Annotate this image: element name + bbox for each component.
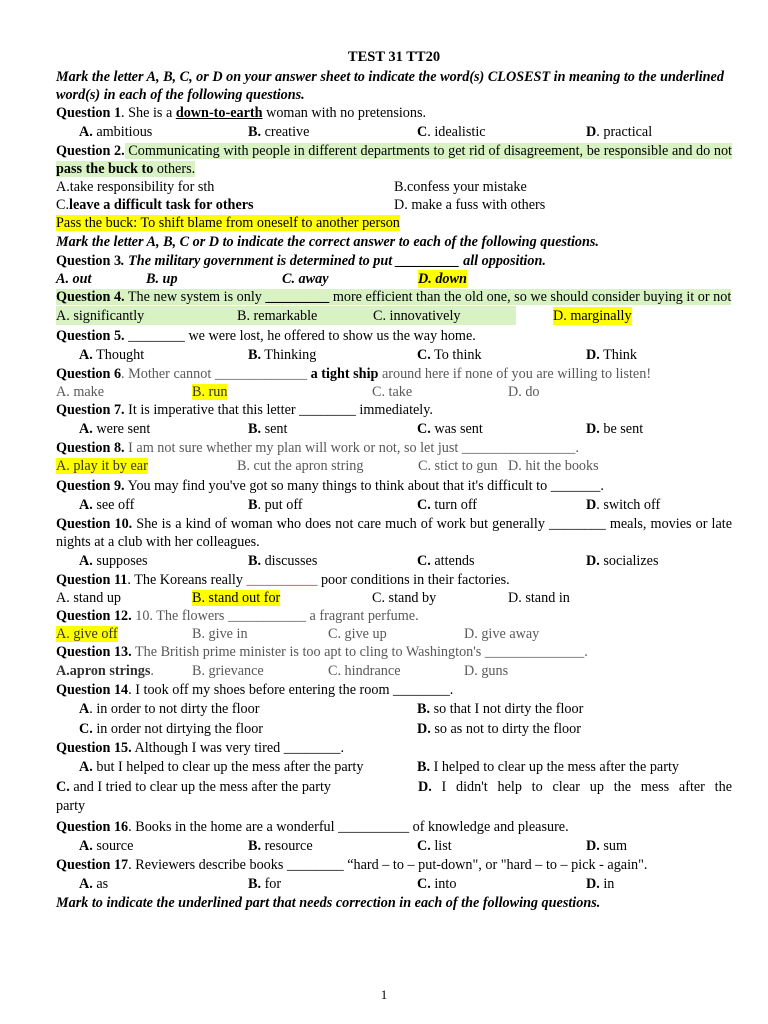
question-text: Communicating with people in different departments to get rid of disagreement, be responsible and do not	[124, 143, 732, 159]
option-c: C. in order not dirtying the floor	[79, 721, 264, 737]
options-4	[56, 306, 632, 325]
instruction-error-correction: Mark to indicate the underlined part that needs correction in each of the following questions.	[56, 895, 601, 911]
question-text: around here if none of you are willing to listen!	[378, 366, 652, 382]
option-d: D. marginally	[553, 307, 632, 324]
options-8	[56, 457, 732, 475]
option-b: B. cut the apron string	[237, 458, 364, 474]
question-text: Although I was very tired ________.	[131, 740, 345, 756]
question-label: Question 2.	[56, 143, 125, 159]
question-label: Question 1	[56, 105, 122, 121]
option-c: C.leave a difficult task for others	[56, 197, 254, 213]
option-d: D. Think	[586, 347, 637, 363]
question-text: . Reviewers describe books ________ “hard – to – put-down", or "hard – to – pick - again".	[128, 857, 648, 873]
question-label: Question 6	[56, 366, 122, 382]
option-b: B. give in	[192, 626, 248, 642]
question-text: . Books in the home are a wonderful __________ of knowledge and pleasure.	[128, 819, 569, 835]
option-d: D. in	[586, 876, 615, 892]
option-b: B. Thinking	[248, 347, 317, 363]
option-c: C. and I tried to clear up the mess after the party	[56, 779, 331, 795]
question-label: Question 12.	[56, 608, 132, 624]
question-8	[56, 439, 732, 457]
option-a: A. stand up	[56, 590, 122, 606]
question-12	[56, 607, 732, 625]
option-a: A. Thought	[79, 347, 145, 363]
option-c: C. into	[417, 876, 457, 892]
option-c: C. list	[417, 838, 452, 854]
question-5	[56, 327, 732, 345]
option-c: C. give up	[328, 626, 387, 642]
question-text: The new system is only	[124, 289, 266, 305]
options-13	[56, 661, 732, 681]
question-text: poor conditions in their factories.	[317, 572, 510, 588]
question-9	[56, 477, 732, 495]
options-10	[56, 551, 732, 571]
question-17	[56, 856, 732, 874]
option-a: A. make	[56, 384, 105, 400]
question-14	[56, 681, 732, 699]
option-d: D. practical	[586, 124, 653, 140]
question-10	[56, 515, 732, 551]
options-15-row-1	[56, 757, 732, 777]
option-c: C. take	[372, 384, 413, 400]
options-6	[56, 383, 732, 401]
option-a: A.take responsibility for sth	[56, 179, 215, 195]
option-b: B. put off	[248, 497, 303, 513]
question-label: Question 11	[56, 572, 128, 588]
question-text: . I took off my shoes before entering the room ________.	[128, 682, 454, 698]
question-text: She is a kind of woman who does not care much of work but generally ________ meals, movies or late nights at a club with her colleagues.	[56, 516, 732, 550]
option-c: C. away	[282, 271, 329, 287]
document-page	[56, 48, 732, 913]
option-b: B. for	[248, 876, 282, 892]
option-a: A.apron strings.	[56, 663, 154, 679]
option-a: A. were sent	[79, 421, 151, 437]
option-d: D. do	[508, 384, 540, 400]
option-b: B. stand out for	[192, 590, 281, 606]
question-4	[56, 288, 732, 306]
blank: __________	[246, 572, 318, 588]
question-11	[56, 571, 732, 589]
bold-phrase: a tight ship	[310, 366, 379, 382]
question-text: 10. The flowers ___________ a fragrant perfume.	[131, 608, 419, 624]
question-label: Question 17	[56, 857, 129, 873]
question-text: others.	[153, 161, 196, 177]
option-d-start: D. I didn't help to clear up the mess after the	[418, 779, 732, 795]
option-c: C. To think	[417, 347, 482, 363]
option-b: B. resource	[248, 838, 313, 854]
question-text: . She is a	[121, 105, 176, 121]
question-label: Question 8.	[56, 440, 125, 456]
option-a: A. in order to not dirty the floor	[79, 701, 260, 717]
definition-note: Pass the buck: To shift blame from oneself to another person	[56, 215, 400, 231]
question-text: The British prime minister is too apt to cling to Washington's ______________.	[131, 644, 588, 660]
option-b: B.confess your mistake	[394, 179, 527, 195]
option-c: C. attends	[417, 553, 475, 569]
option-d: D. be sent	[586, 421, 644, 437]
option-c: C. stict to gun	[418, 458, 498, 474]
option-d: D. so as not to dirty the floor	[417, 721, 581, 737]
underlined-phrase: down-to-earth	[175, 105, 263, 121]
option-b: B. so that I not dirty the floor	[417, 701, 584, 717]
question-text: ________ we were lost, he offered to show us the way home.	[124, 328, 476, 344]
question-label: Question 15.	[56, 740, 132, 756]
option-b: B. grievance	[192, 663, 264, 679]
question-label: Question 9.	[56, 478, 125, 494]
page-number: 1	[380, 987, 388, 1002]
option-a: A. but I helped to clear up the mess after the party	[79, 759, 364, 775]
option-a: A. ambitious	[79, 124, 153, 140]
instruction-correct-answer: Mark the letter A, B, C or D to indicate the correct answer to each of the following questions.	[56, 234, 599, 250]
option-a: A. see off	[79, 497, 135, 513]
options-7	[56, 419, 732, 439]
question-text: It is imperative that this letter ________ immediately.	[124, 402, 433, 418]
option-d: D. guns	[464, 663, 509, 679]
question-label: Question 7.	[56, 402, 125, 418]
question-6	[56, 365, 732, 383]
option-b: B. up	[146, 271, 178, 287]
question-1	[56, 104, 732, 122]
option-c: C. turn off	[417, 497, 478, 513]
bold-phrase: pass the buck to	[56, 161, 154, 177]
option-d: D. down	[418, 271, 467, 287]
question-16	[56, 818, 732, 836]
option-b: B. run	[192, 384, 228, 400]
question-label: Question 5.	[56, 328, 125, 344]
question-label: Question 10.	[56, 516, 133, 532]
blank: _________	[265, 289, 330, 305]
option-d-continuation: party	[56, 798, 86, 814]
options-12	[56, 625, 732, 643]
question-text: I am not sure whether my plan will work or not, so let just ________________.	[124, 440, 579, 456]
option-a: A. supposes	[79, 553, 148, 569]
question-text: You may find you've got so many things to think about that it's difficult to _______.	[124, 478, 604, 494]
question-label: Question 13.	[56, 644, 132, 660]
option-d: D. hit the books	[508, 458, 599, 474]
option-c: C. hindrance	[328, 663, 401, 679]
options-15-row-2	[56, 777, 732, 797]
option-d: D. stand in	[508, 590, 570, 606]
question-text: . The military government is determined to put _________ all opposition.	[121, 253, 546, 269]
question-3	[56, 252, 732, 270]
question-15	[56, 739, 732, 757]
question-text: more efficient than the old one, so we should consider buying it or not	[329, 289, 732, 305]
option-b: B. sent	[248, 421, 288, 437]
options-14-row-2	[56, 719, 732, 739]
document-title: TEST 31 TT20	[347, 49, 441, 65]
option-a: A. play it by ear	[56, 458, 148, 474]
option-d: D. switch off	[586, 497, 661, 513]
question-13	[56, 643, 732, 661]
options-3	[56, 270, 732, 288]
question-7	[56, 401, 732, 419]
question-text: . Mother cannot _____________	[121, 366, 311, 382]
option-c: C. idealistic	[417, 124, 486, 140]
options-2-row-2	[56, 196, 732, 214]
options-2-row-1	[56, 178, 732, 196]
question-2	[56, 142, 732, 178]
option-c: C. was sent	[417, 421, 483, 437]
options-16	[56, 836, 732, 856]
option-a: A. source	[79, 838, 134, 854]
option-d: D. give away	[464, 626, 540, 642]
instruction-synonyms: Mark the letter A, B, C, or D on your answer sheet to indicate the word(s) CLOSEST in meaning to the underlined word(s) in each of the following questions.	[56, 69, 724, 103]
option-c: C. stand by	[372, 590, 437, 606]
options-17	[56, 874, 732, 894]
option-d: D. make a fuss with others	[394, 197, 546, 213]
option-a: A. as	[79, 876, 109, 892]
option-a: A. significantly	[56, 307, 145, 324]
options-11	[56, 589, 732, 607]
options-9	[56, 495, 732, 515]
options-14-row-1	[56, 699, 732, 719]
options-1	[56, 122, 732, 142]
option-d: D. sum	[586, 838, 627, 854]
question-label: Question 3	[56, 253, 122, 269]
option-c: C. innovatively	[373, 307, 461, 324]
option-d: D. socializes	[586, 553, 659, 569]
question-label: Question 14	[56, 682, 129, 698]
question-text: woman with no pretensions.	[262, 105, 427, 121]
option-a: A. out	[56, 271, 92, 287]
question-label: Question 4.	[56, 289, 125, 305]
option-b: B. I helped to clear up the mess after the party	[417, 759, 679, 775]
option-b: B. discusses	[248, 553, 318, 569]
options-5	[56, 345, 732, 365]
option-b: B. creative	[248, 124, 310, 140]
option-b: B. remarkable	[237, 307, 318, 324]
option-a: A. give off	[56, 626, 118, 642]
question-text: . The Koreans really	[127, 572, 247, 588]
question-label: Question 16	[56, 819, 129, 835]
